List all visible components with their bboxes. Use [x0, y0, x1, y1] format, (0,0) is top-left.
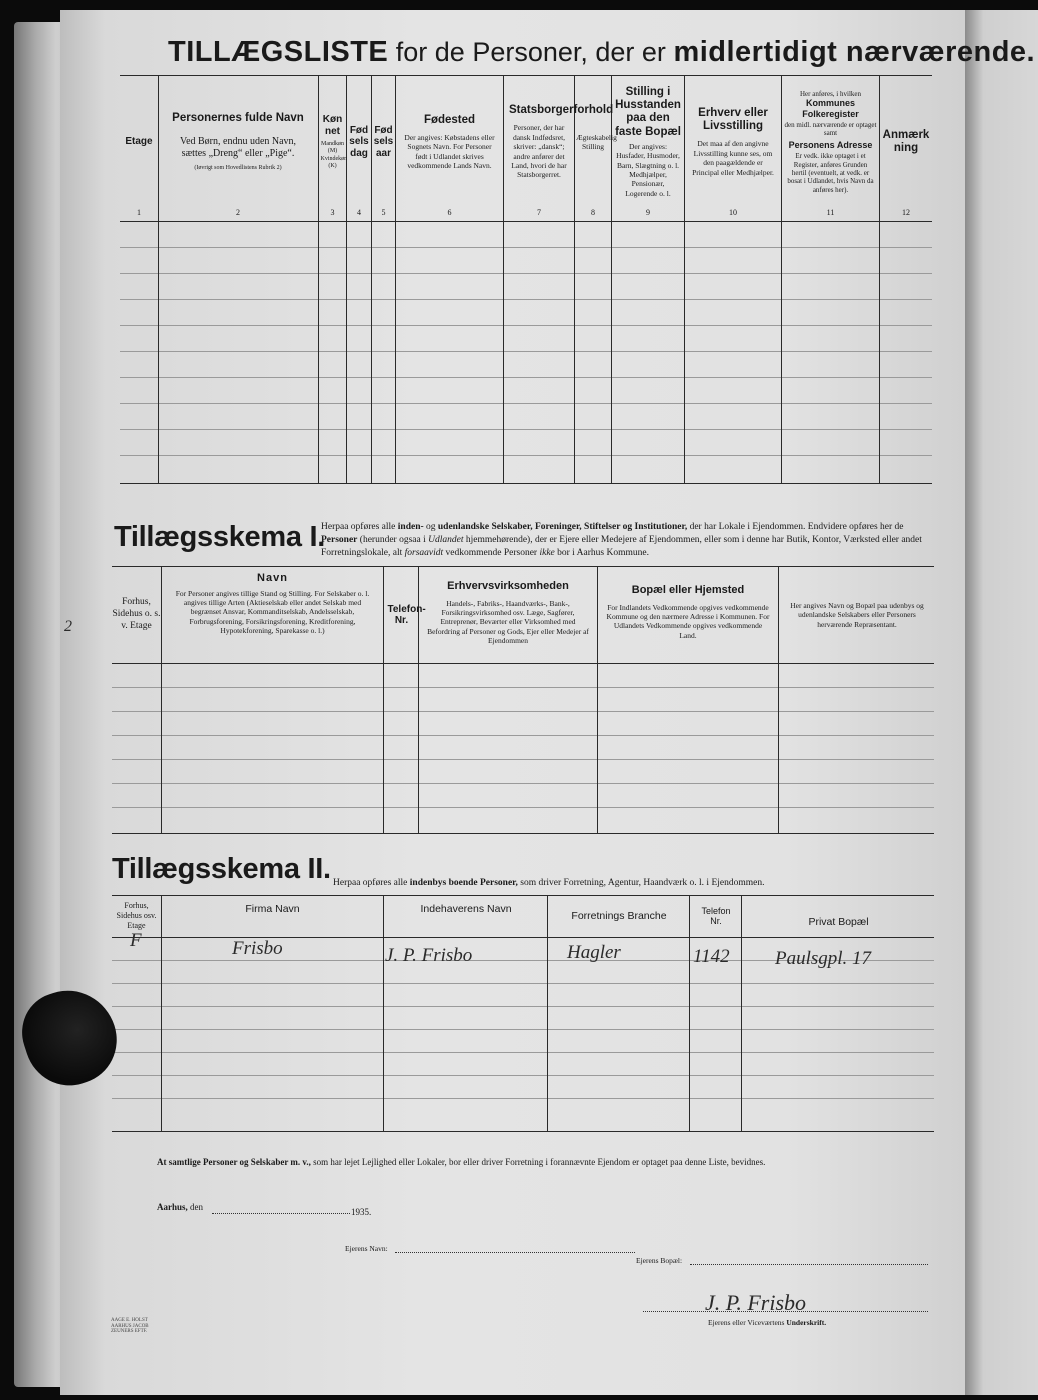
owner-signature: J. P. Frisbo: [705, 1290, 807, 1315]
owner-address-label: Ejerens Bopæl:: [636, 1256, 683, 1265]
col-num-1: 1: [137, 208, 141, 217]
col-foedselsdag-header: Fødselsdag: [349, 124, 369, 159]
s2-col-etage-header: Forhus, Sidehus osv. Etage: [116, 901, 157, 930]
s1-col-repraesentant-header: Her angives Navn og Bopæl paa udenbys og udenlandske Selskabers eller Personers herværende Repræsentant.: [790, 600, 924, 629]
col-num-3: 3: [330, 208, 335, 217]
schema1-description: Herpaa opføres alle inden- og udenlandske Selskaber, Foreninger, Stiftelser og Institutioner, der har Lokale i Ejendommen. Endvidere opføres her de Personer (herunder ogsaa i Udlandet hjemmehørende), der er Ejere eller Medejere af Ejendommen, eller som i denne har Butik, Kontor, Værksted eller andet Forretningslokale, alt forsaavidt vedkommende Personer ikke bor i Aarhus Kommune.: [321, 522, 922, 558]
schema2-title: Tillægsskema II.: [112, 853, 331, 885]
schema2-description: Herpaa opføres alle indenbys boende Personer, som driver Forretning, Agentur, Haandværk o. l. i Ejendommen.: [333, 878, 765, 888]
col-num-12: 12: [902, 208, 910, 217]
s2-col-branche-header: Forretnings Branche: [571, 909, 667, 922]
s2-col-telefon-header: Telefon Nr.: [701, 905, 731, 926]
col-num-2: 2: [236, 208, 240, 217]
col-anmaerkning-header: Anmærkning: [882, 128, 930, 154]
form-page: [60, 10, 965, 1395]
entry-telefon: 1142: [693, 946, 730, 967]
book-page-stack-right: [965, 10, 1038, 1395]
col-stilling-header: Stilling i Husstanden paa den faste Bopæl Der angives: Husfader, Husmoder, Barn, Slægtning o. l. Medhjælper, Pensionær, Logerende o. l.: [615, 85, 681, 198]
col-foedested-header: Fødested Der angives: Købstadens eller Sognets Navn. For Personer født i Udlandet skrives vedkommende Lands Navn.: [404, 113, 495, 170]
col-koennet-header: Kønnet Mandkøn (M) Kvindekøn (K): [320, 114, 348, 169]
col-foedselsaar-header: Fødselsaar: [373, 124, 394, 159]
s1-col-etage-header: Forhus, Sidehus o. s. v. Etage: [112, 597, 161, 631]
s2-col-indehaver-header: Indehaverens Navn: [420, 902, 512, 915]
col-etage-header: Etage: [125, 136, 153, 148]
entry-indehaver: J. P. Frisbo: [385, 945, 473, 966]
s2-col-firma-header: Firma Navn: [245, 902, 300, 915]
owner-address-dotted-line: [690, 1264, 928, 1265]
owner-name-dotted-line: [395, 1252, 635, 1253]
col-num-6: 6: [447, 208, 452, 217]
title-suffix: midlertidigt nærværende.: [673, 36, 1036, 68]
entry-branche: Hagler: [567, 942, 621, 963]
s1-col-bopael-header: Bopæl eller Hjemsted For Indlandets Vedkommende opgives vedkommende Kommune og den nærmere Adresse i Kommunen. For Udlandets Vedkommende opgives vedkommende Land.: [606, 584, 770, 640]
col-num-10: 10: [729, 208, 737, 217]
col-num-5: 5: [381, 208, 386, 217]
col-folkeregister-header: Her anføres, i hvilken Kommunes Folkeregister den midl. nærværende er optaget samt Personens Adresse Er vedk. ikke optaget i et Register, anføres Grunden hertil (eventuelt, at vedk. er bosat i Udlandet, hvis Navn da anføres her).: [784, 89, 877, 194]
s1-col-navn-header: Navn For Personer angives tillige Stand og Stilling. For Selskaber o. l. angives tillige Arten (Aktieselskab eller andet Selskab med begrænset Ansvar, Kommanditselskab, Andelsselskab, Forbrugsforening, Forsikringsforening, Kreditforening, Hypotekforening, Sparekasse o. l.): [175, 572, 370, 636]
footer-year: 1935.: [351, 1207, 372, 1217]
entry-firma: Frisbo: [232, 938, 283, 959]
col-num-7: 7: [537, 208, 541, 217]
title-middle: for de Personer, der er: [388, 37, 674, 67]
col-num-9: 9: [646, 208, 650, 217]
entry-etage: F: [130, 930, 142, 951]
date-dotted-line: [212, 1213, 350, 1214]
s1-col-erhverv-header: Erhvervsvirksomheden Handels-, Fabriks-, Haandværks-, Bank-, Forsikringsvirksomhed osv. Læge, Sagfører, Entreprenør, Beværter eller Virksomhed med Befordring af Personer og Gods, Ejer eller Medejer af Ejendommen: [427, 580, 589, 646]
title-prefix: TILLÆGSLISTE: [168, 36, 389, 68]
schema1-title: Tillægsskema I.: [114, 521, 325, 553]
owner-name-label: Ejerens Navn:: [345, 1244, 388, 1253]
col-aegteskab-header: Ægteskabelig Stilling: [576, 132, 617, 151]
footer-statement: At samtlige Personer og Selskaber m. v., som har lejet Lejlighed eller Lokaler, bor eller driver Forretning i forannævnte Ejendom er optaget paa denne Liste, bevidnes.: [157, 1157, 766, 1167]
page-title: [168, 36, 1035, 69]
margin-note: 2: [64, 618, 72, 635]
entry-bopael: Paulsgpl. 17: [775, 948, 872, 969]
s2-col-bopael-header: Privat Bopæl: [808, 915, 869, 928]
s1-col-telefon-header: Telefon-Nr.: [387, 603, 426, 626]
col-num-11: 11: [826, 208, 835, 217]
col-num-4: 4: [357, 208, 361, 217]
printer-mark: AAGE E. HOLST AARHUS JACOB ZEUNERS EFTF.: [111, 1318, 149, 1334]
footer-date-line: Aarhus, den: [157, 1202, 204, 1212]
col-num-8: 8: [591, 208, 595, 217]
signature-label: Ejerens eller Viceværtens Underskrift.: [708, 1318, 827, 1327]
col-erhverv-header: Erhverv eller Livsstilling Det maa af den angivne Livsstilling kunne ses, om den paagældende er Principal eller Medhjælper.: [692, 107, 774, 177]
col-statsborger-header: Statsborgerforhold Personer, der har dansk Indfødsret, skriver: „dansk“; andre anfører det Land, hvori de har Statsborgerret.: [509, 104, 614, 180]
col-navn-header: Personernes fulde Navn Ved Børn, endnu uden Navn, sættes „Dreng“ eller „Pige“. (Iøvrigt som Hovedlistens Rubrik 2): [172, 112, 304, 171]
